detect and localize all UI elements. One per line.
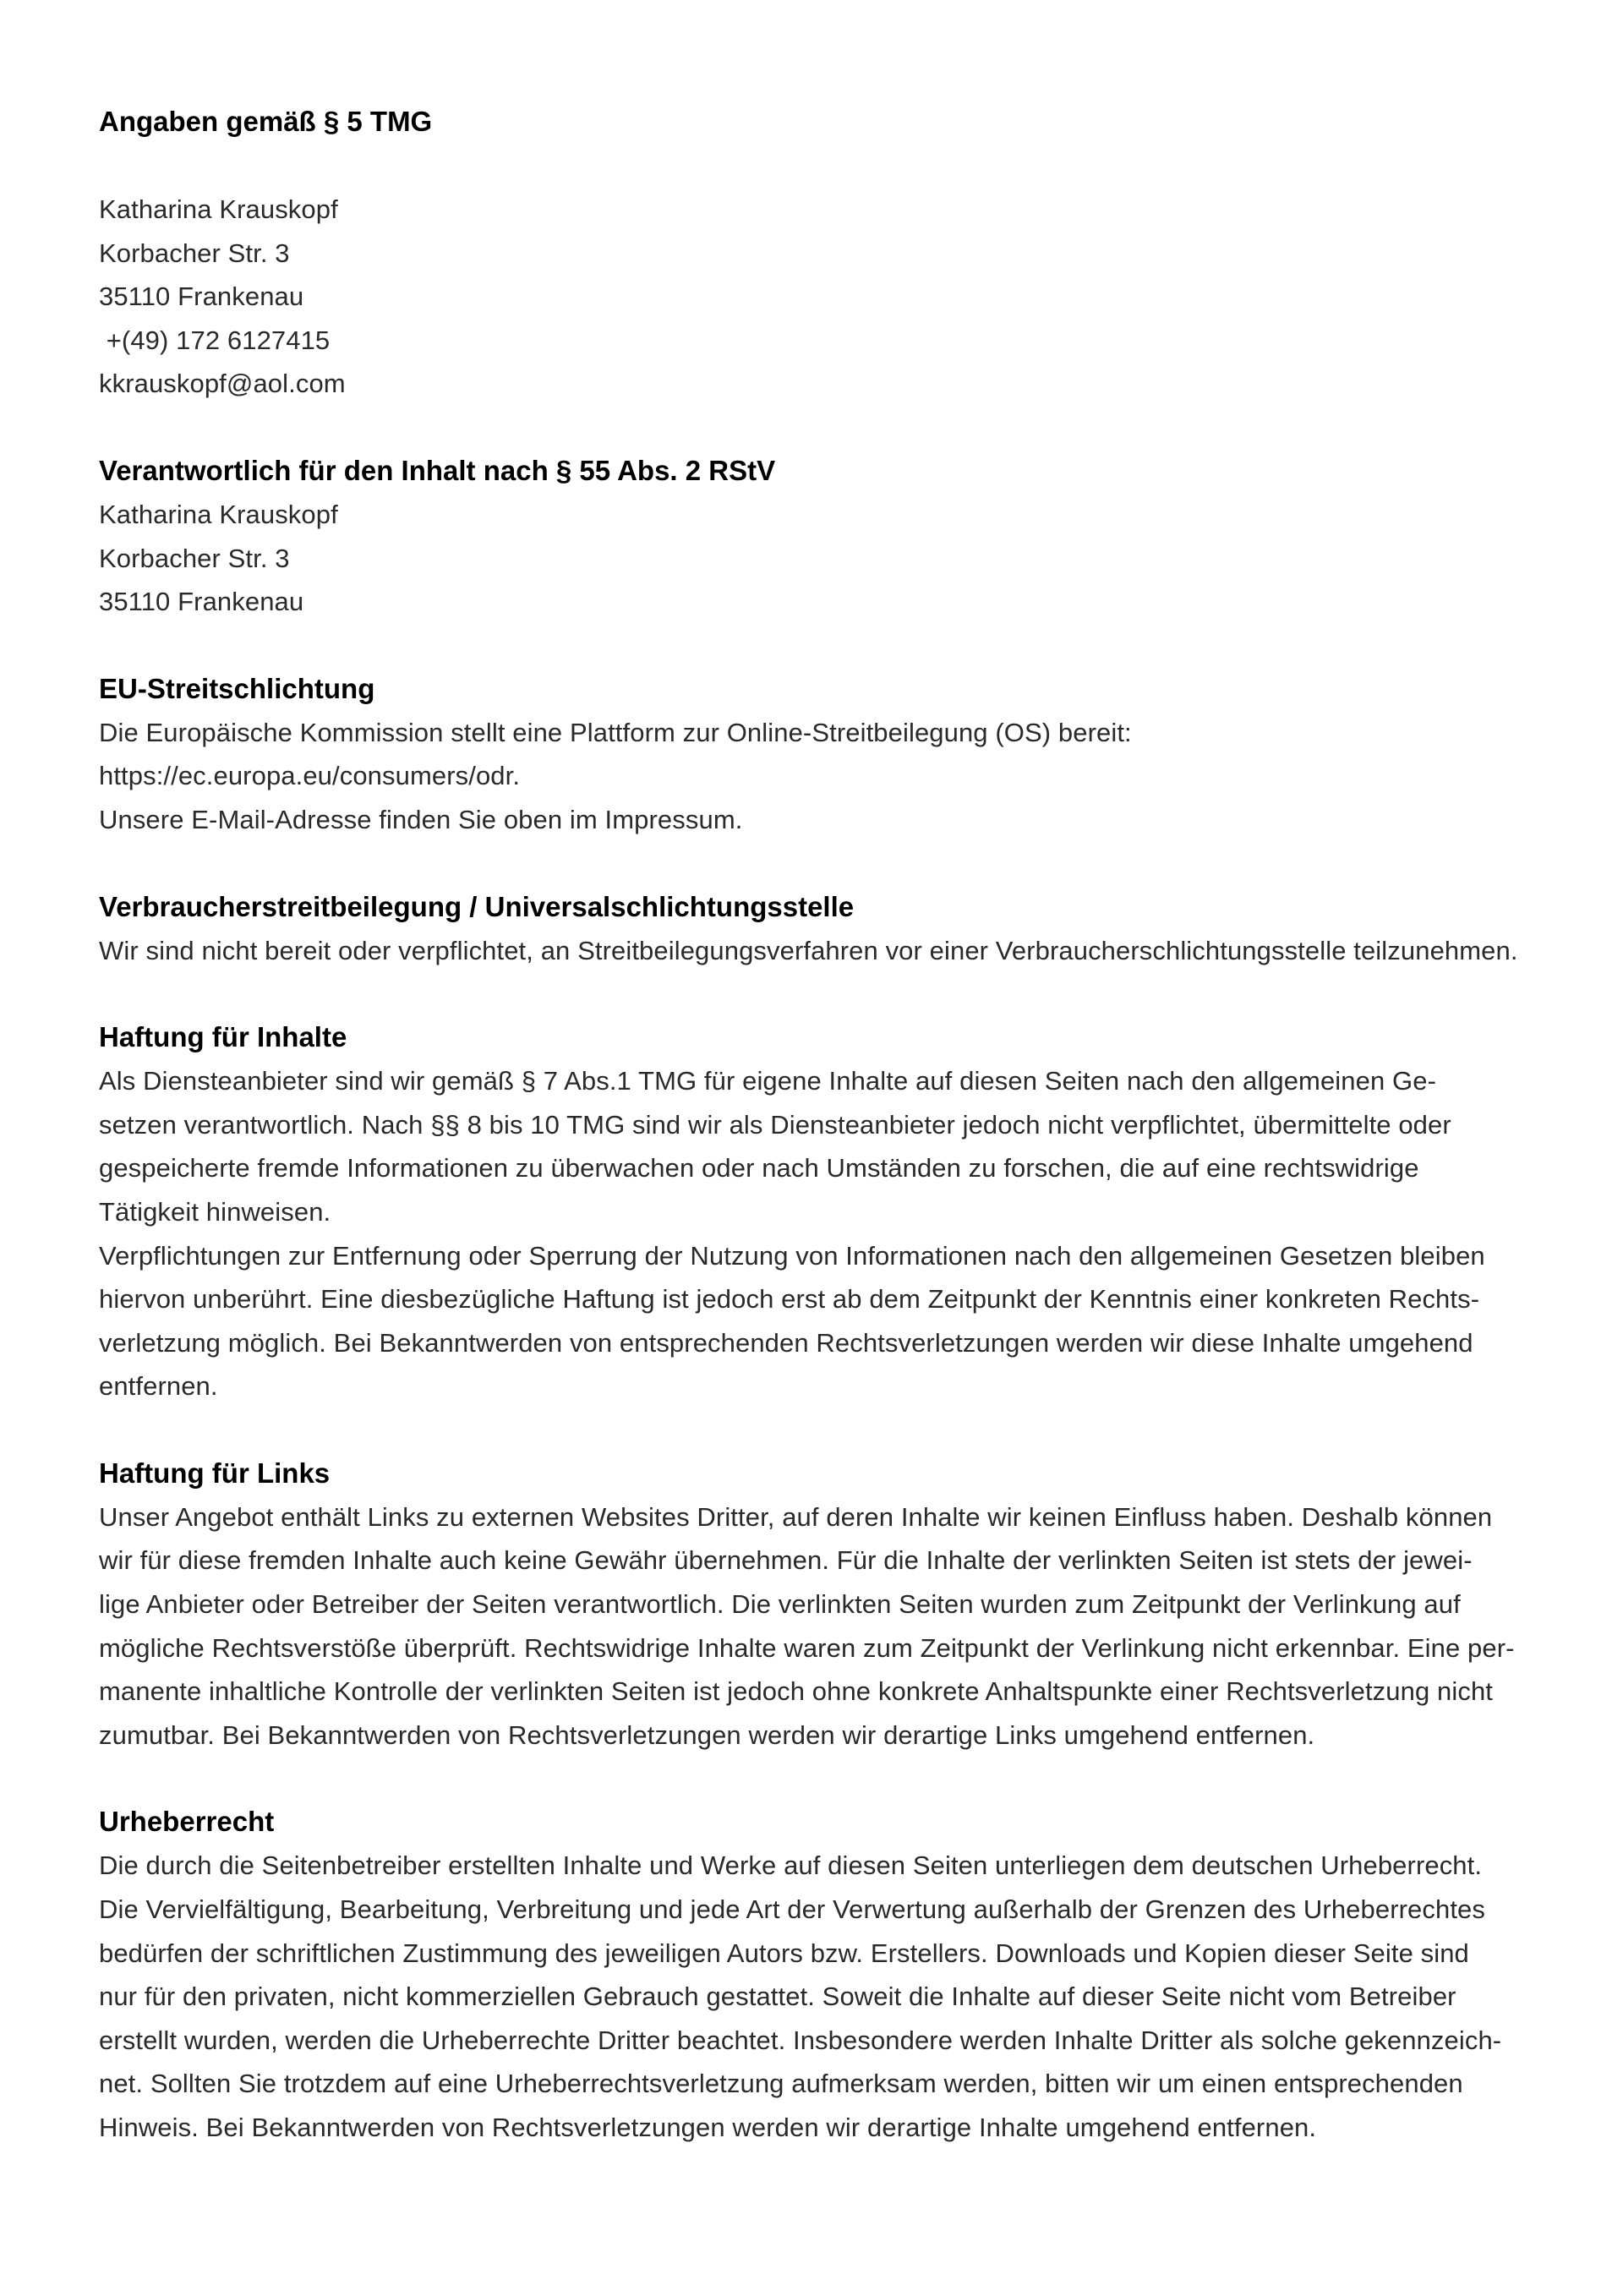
heading-copyright: Urheberrecht <box>99 1806 275 1838</box>
liability-links-line: manente inhaltliche Kontrolle der verlinkten Seiten ist jedoch ohne konkrete Anhaltspunkte einer Rechtsverletzung nicht <box>99 1676 1493 1707</box>
liability-links-line: lige Anbieter oder Betreiber der Seiten verantwortlich. Die verlinkten Seiten wurden zum Zeitpunkt der Verlinkung auf <box>99 1589 1461 1620</box>
liability-content-line: gespeicherte fremde Informationen zu überwachen oder nach Umständen zu forschen, die auf eine rechtswidrige <box>99 1153 1419 1184</box>
liability-content-line: Als Diensteanbieter sind wir gemäß § 7 Abs.1 TMG für eigene Inhalte auf diesen Seiten nach den allgemeinen Ge- <box>99 1066 1437 1096</box>
imprint-phone[interactable]: +(49) 172 6127415 <box>99 325 331 355</box>
liability-links-line: Unser Angebot enthält Links zu externen Websites Dritter, auf deren Inhalte wir keinen Einfluss haben. Deshalb können <box>99 1501 1493 1532</box>
heading-liability-links: Haftung für Links <box>99 1457 331 1489</box>
copyright-line: Hinweis. Bei Bekanntwerden von Rechtsverletzungen werden wir derartige Inhalte umgehend entfernen. <box>99 2113 1317 2142</box>
responsible-name: Katharina Krauskopf <box>99 499 338 529</box>
eu-dispute-line: Die Europäische Kommission stellt eine Plattform zur Online-Streitbeilegung (OS) bereit: <box>99 717 1132 747</box>
eu-dispute-line: Unsere E-Mail-Adresse finden Sie oben im Impressum. <box>99 804 743 834</box>
responsible-city: 35110 Frankenau <box>99 587 304 617</box>
imprint-name: Katharina Krauskopf <box>99 194 338 224</box>
imprint-email[interactable]: kkrauskopf@aol.com <box>99 369 346 399</box>
heading-responsible: Verantwortlich für den Inhalt nach § 55 Abs. 2 RStV <box>99 454 776 486</box>
copyright-line: bedürfen der schriftlichen Zustimmung des jeweiligen Autors bzw. Erstellers. Downloads und Kopien dieser Seite sind <box>99 1938 1469 1968</box>
eu-dispute-link[interactable]: https://ec.europa.eu/consumers/odr. <box>99 761 521 791</box>
heading-imprint: Angaben gemäß § 5 TMG <box>99 106 433 137</box>
liability-links-line: wir für diese fremden Inhalte auch keine Gewähr übernehmen. Für die Inhalte der verlinkten Seiten ist stets der jewei- <box>99 1545 1473 1576</box>
section-imprint <box>99 100 1536 406</box>
copyright-line: Die durch die Seitenbetreiber erstellten Inhalte und Werke auf diesen Seiten unterliegen dem deutschen Urheberrecht. <box>99 1850 1483 1881</box>
section-liability-content <box>99 1015 1536 1408</box>
imprint-page <box>99 100 1536 2150</box>
consumer-dispute-line: Wir sind nicht bereit oder verpflichtet, an Streitbeilegungsverfahren vor einer Verbraucherschlichtungsstelle teilzunehmen. <box>99 935 1518 965</box>
copyright-line: Die Vervielfältigung, Bearbeitung, Verbreitung und jede Art der Verwertung außerhalb der Grenzen des Urheberrechtes <box>99 1894 1485 1925</box>
copyright-line: net. Sollten Sie trotzdem auf eine Urheberrechtsverletzung aufmerksam werden, bitten wir um einen entsprechenden <box>99 2069 1463 2099</box>
section-liability-links <box>99 1451 1536 1758</box>
section-consumer-dispute <box>99 885 1536 973</box>
imprint-city: 35110 Frankenau <box>99 282 304 312</box>
heading-consumer-dispute: Verbraucherstreitbeilegung / Universalschlichtungsstelle <box>99 890 855 922</box>
liability-content-line: Verpflichtungen zur Entfernung oder Sperrung der Nutzung von Informationen nach den allgemeinen Gesetzen bleiben <box>99 1240 1485 1271</box>
liability-content-line: hiervon unberührt. Eine diesbezügliche Haftung ist jedoch erst ab dem Zeitpunkt der Kenntnis einer konkreten Rechts- <box>99 1284 1480 1315</box>
liability-links-line: zumutbar. Bei Bekanntwerden von Rechtsverletzungen werden wir derartige Links umgehend entfernen. <box>99 1719 1315 1750</box>
copyright-line: nur für den privaten, nicht kommerziellen Gebrauch gestattet. Soweit die Inhalte auf dieser Seite nicht vom Betreiber <box>99 1982 1456 2012</box>
imprint-street: Korbacher Str. 3 <box>99 238 290 268</box>
section-eu-dispute <box>99 667 1536 842</box>
liability-content-line: verletzung möglich. Bei Bekanntwerden von entsprechenden Rechtsverletzungen werden wir diese Inhalte umgehend <box>99 1327 1473 1358</box>
heading-liability-content: Haftung für Inhalte <box>99 1021 347 1053</box>
responsible-street: Korbacher Str. 3 <box>99 543 290 573</box>
liability-content-line: setzen verantwortlich. Nach §§ 8 bis 10 TMG sind wir als Diensteanbieter jedoch nicht verpflichtet, übermittelte oder <box>99 1109 1451 1140</box>
liability-content-line: entfernen. <box>99 1371 218 1402</box>
heading-eu-dispute: EU-Streitschlichtung <box>99 672 375 704</box>
copyright-line: erstellt wurden, werden die Urheberrechte Dritter beachtet. Insbesondere werden Inhalte Dritter als solche gekennzeich- <box>99 2025 1502 2055</box>
liability-content-line: Tätigkeit hinweisen. <box>99 1196 331 1227</box>
section-responsible <box>99 449 1536 624</box>
liability-links-line: mögliche Rechtsverstöße überprüft. Rechtswidrige Inhalte waren zum Zeitpunkt der Verlinkung nicht erkennbar. Eine per- <box>99 1632 1515 1663</box>
section-copyright <box>99 1800 1536 2149</box>
